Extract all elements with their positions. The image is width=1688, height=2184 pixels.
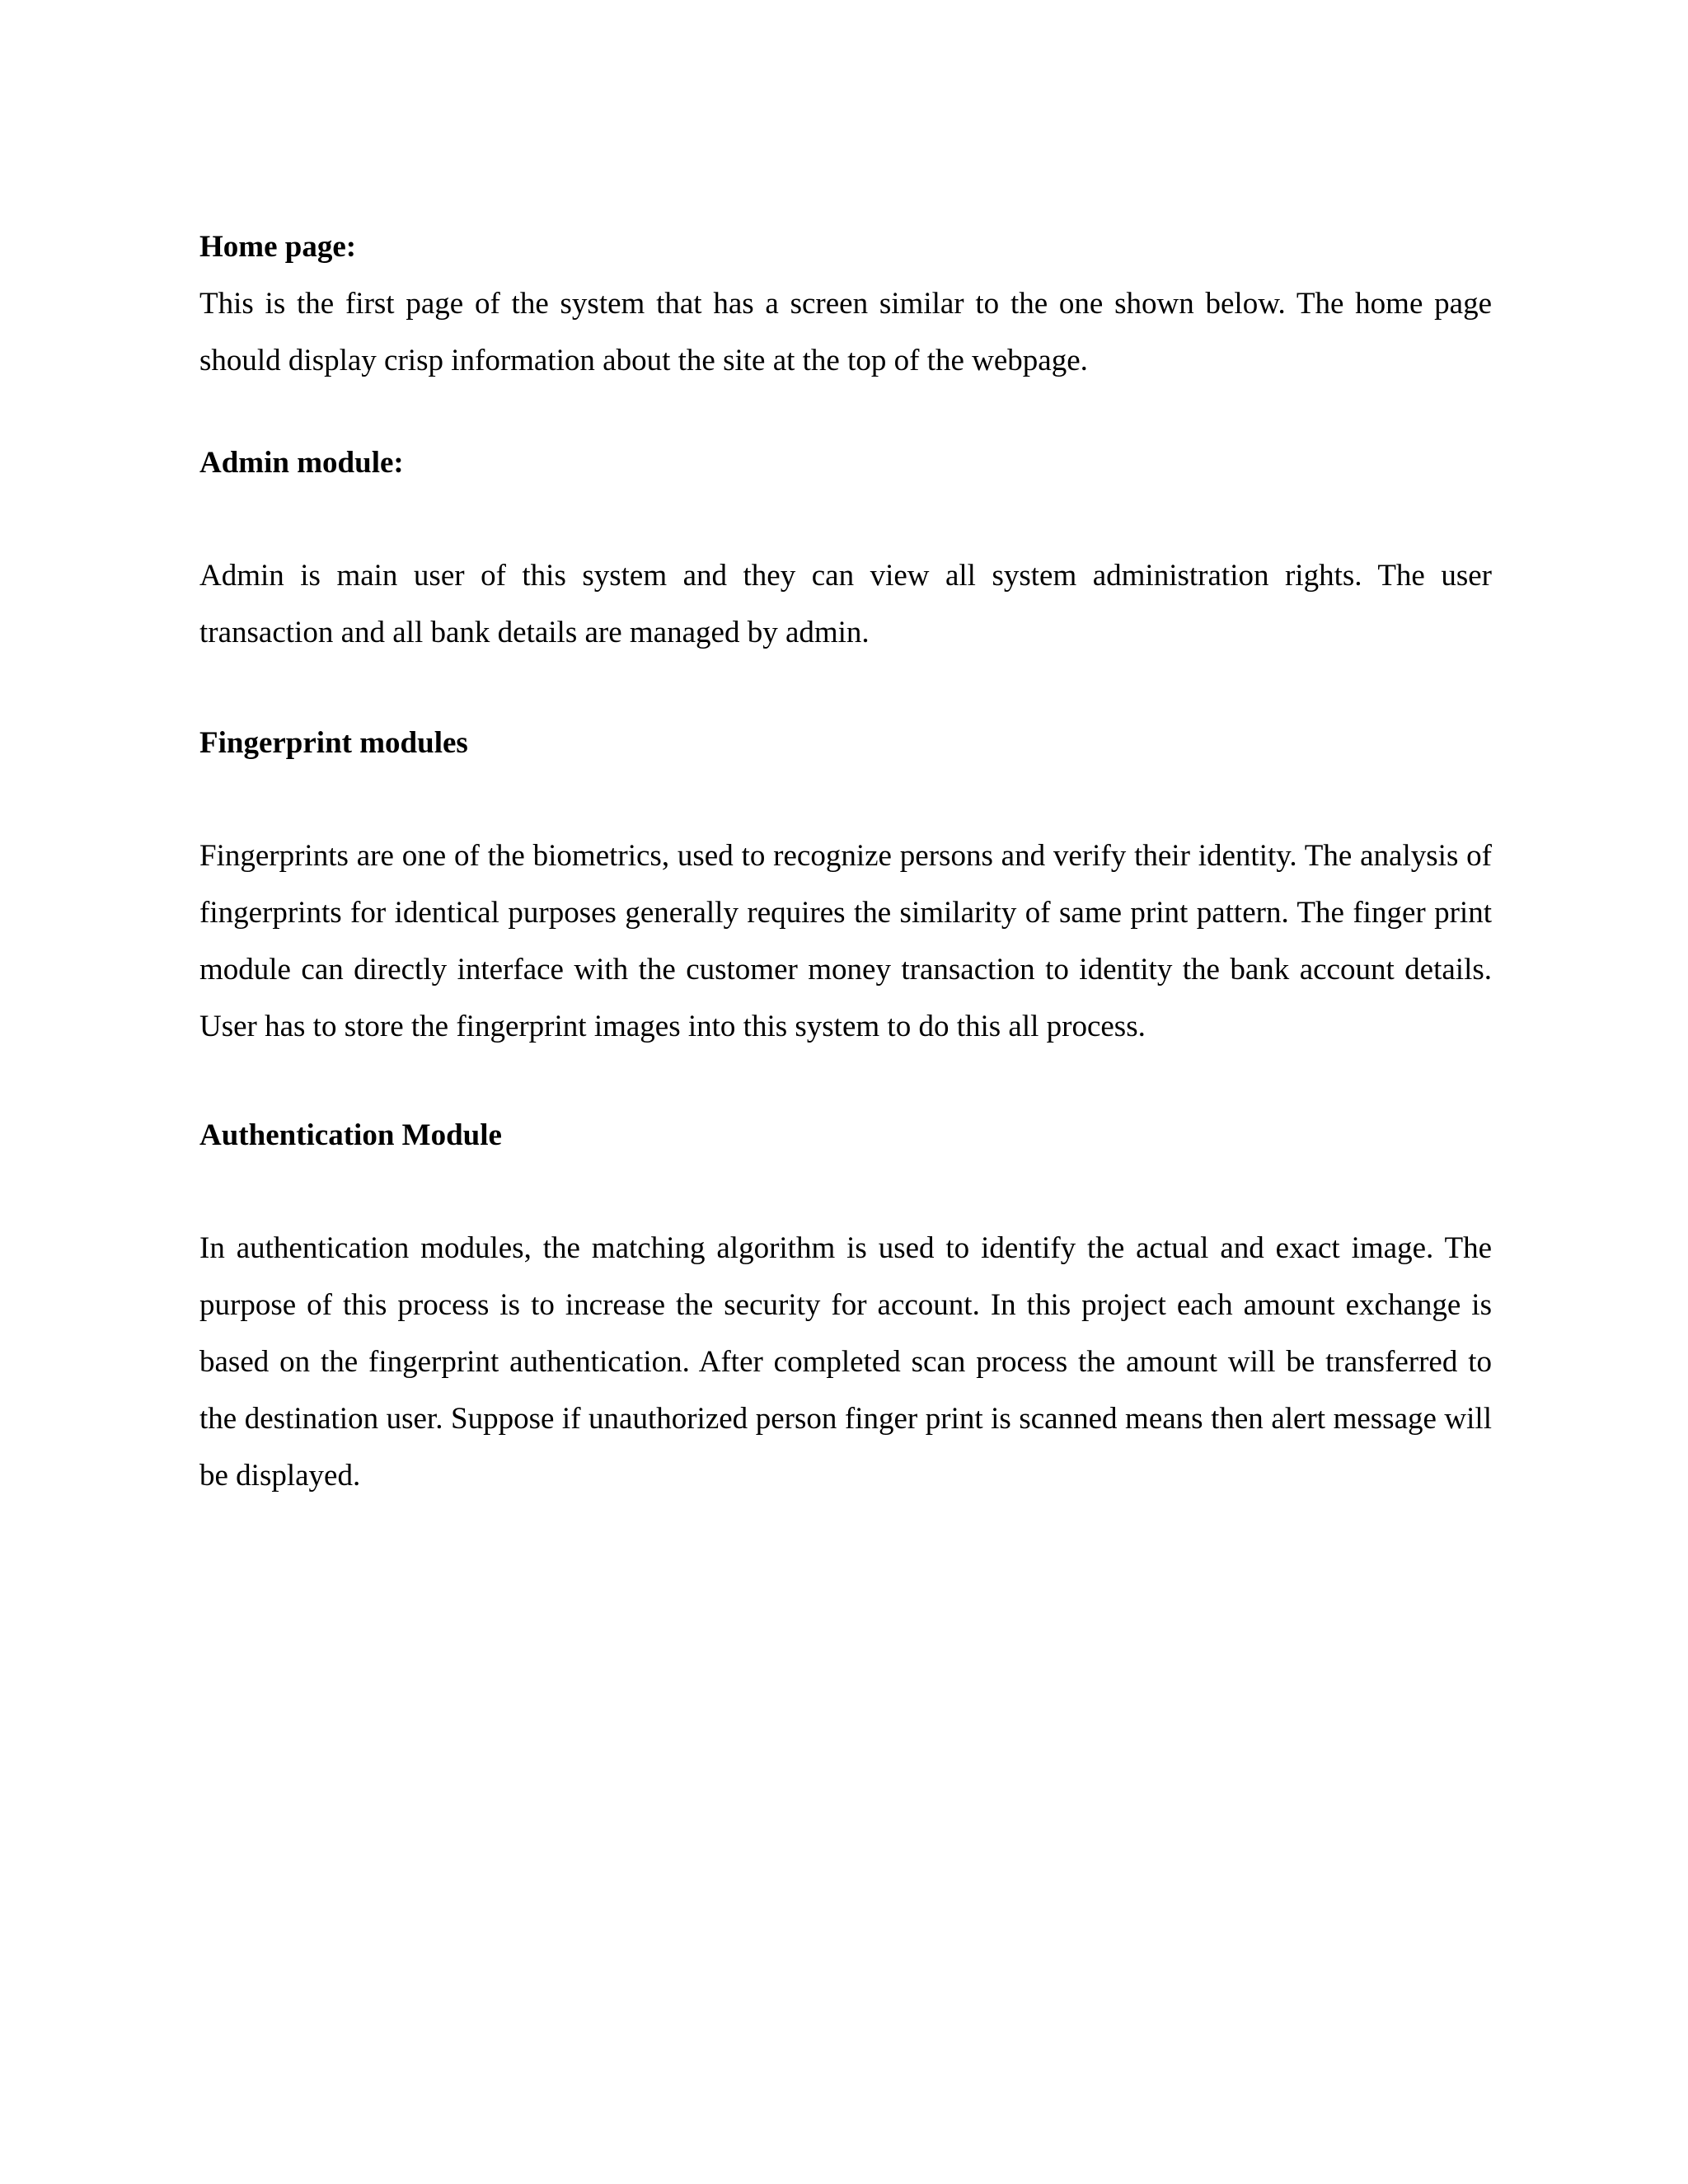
section-body-admin-module: Admin is main user of this system and they can view all system administration rights. The user transaction and all bank details are managed by admin. <box>199 559 1492 649</box>
section-heading-admin-module: Admin module: <box>199 446 404 480</box>
section-body-authentication-module: In authentication modules, the matching algorithm is used to identify the actual and exact image. The purpose of this process is to increase the security for account. In this project each amount exchange is based on the fingerprint authentication. After completed scan process the amount will be transferred to the destination user. Suppose if unauthorized person finger print is scanned means then alert message will be displayed. <box>199 1231 1492 1493</box>
section-heading-home-page: Home page: <box>199 230 357 264</box>
section-body-fingerprint-modules: Fingerprints are one of the biometrics, used to recognize persons and verify their identity. The analysis of fingerprints for identical purposes generally requires the similarity of same print pattern. The finger print module can directly interface with the customer money transaction to identity the bank account details. User has to store the fingerprint images into this system to do this all process. <box>199 839 1492 1043</box>
section-heading-authentication-module: Authentication Module <box>199 1118 502 1152</box>
section-heading-fingerprint-modules: Fingerprint modules <box>199 726 468 760</box>
document-body <box>199 229 1492 1504</box>
section-body-home-page: This is the first page of the system that has a screen similar to the one shown below. The home page should display crisp information about the site at the top of the webpage. <box>199 287 1492 377</box>
